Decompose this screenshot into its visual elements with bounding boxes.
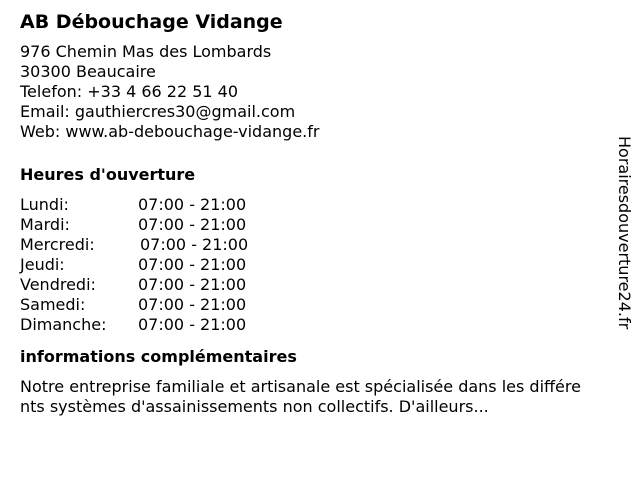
hours-heading: Heures d'ouverture (20, 165, 196, 184)
hours-row-mercredi (20, 235, 605, 255)
time-range: 07:00 - 21:00 (138, 255, 247, 274)
info-heading: informations complémentaires (20, 347, 297, 366)
phone-line: Telefon: +33 4 66 22 51 40 (20, 82, 239, 101)
contact-block (20, 42, 605, 142)
day-label: Jeudi: (20, 255, 65, 274)
day-label: Samedi: (20, 295, 86, 314)
site-watermark: Horairesdouverture24.fr (615, 136, 634, 330)
time-range: 07:00 - 21:00 (140, 235, 249, 254)
web-line: Web: www.ab-debouchage-vidange.fr (20, 122, 320, 141)
day-label: Vendredi: (20, 275, 96, 294)
time-range: 07:00 - 21:00 (138, 275, 247, 294)
hours-row-dimanche (20, 315, 605, 335)
address-city: 30300 Beaucaire (20, 62, 156, 81)
time-range: 07:00 - 21:00 (138, 295, 247, 314)
email-line: Email: gauthiercres30@gmail.com (20, 102, 296, 121)
time-range: 07:00 - 21:00 (138, 215, 247, 234)
business-name: AB Débouchage Vidange (20, 11, 283, 33)
business-description: Notre entreprise familiale et artisanale est spécialisée dans les différents systèmes d'assainissements non collectifs. D'ailleurs... (20, 377, 581, 416)
hours-row-samedi (20, 295, 605, 315)
time-range: 07:00 - 21:00 (138, 315, 247, 334)
hours-row-vendredi (20, 275, 605, 295)
hours-table (20, 195, 605, 335)
day-label: Mercredi: (20, 235, 95, 254)
hours-row-lundi (20, 195, 605, 215)
hours-row-jeudi (20, 255, 605, 275)
day-label: Dimanche: (20, 315, 107, 334)
address-street: 976 Chemin Mas des Lombards (20, 42, 272, 61)
hours-row-mardi (20, 215, 605, 235)
business-card (20, 10, 605, 417)
time-range: 07:00 - 21:00 (138, 195, 247, 214)
day-label: Lundi: (20, 195, 69, 214)
day-label: Mardi: (20, 215, 70, 234)
